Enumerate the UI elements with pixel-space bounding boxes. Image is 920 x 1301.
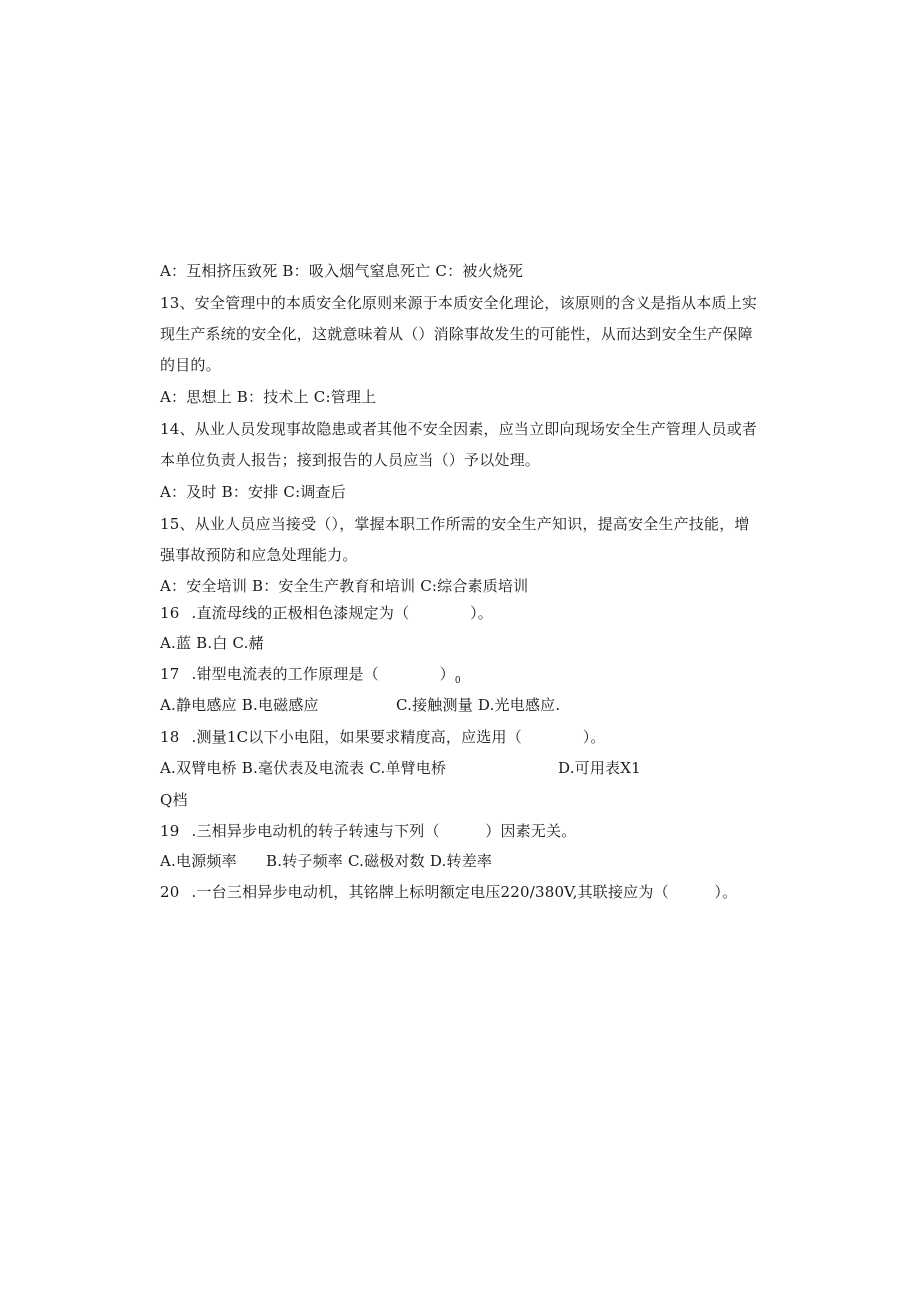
q20-text: .一台三相异步电动机，其铭牌上标明额定电压220/380V,其联接应为（ ）。	[191, 883, 738, 901]
q20-number: 20	[160, 883, 180, 901]
q17-number: 17	[160, 665, 180, 683]
q18-question	[160, 727, 606, 747]
q18-options-b: D.可用表X1	[558, 759, 641, 777]
q15-text-line-2: 强事故预防和应急处理能力。	[160, 546, 358, 564]
q18-number: 18	[160, 728, 180, 746]
q19-number: 19	[160, 822, 180, 840]
q14-options: A：及时 B：安排 C:调查后	[160, 483, 346, 501]
q14-text-line-2: 本单位负责人报告；接到报告的人员应当（）予以处理。	[160, 451, 541, 469]
q16-question	[160, 603, 493, 623]
q16-text: .直流母线的正极相色漆规定为（ ）。	[191, 604, 493, 622]
q13-text-line-2: 现生产系统的安全化，这就意味着从（）消除事故发生的可能性，从而达到安全生产保障	[160, 325, 753, 343]
q19-options-a: A.电源频率	[160, 852, 237, 870]
q14-text-line-1: 14、从业人员发现事故隐患或者其他不安全因素，应当立即向现场安全生产管理人员或者	[160, 420, 758, 438]
q13-options: A：思想上 B：技术上 C:管理上	[160, 388, 377, 406]
q18-options-continued: Q档	[160, 791, 188, 809]
q17-suffix: 0	[454, 676, 461, 686]
q17-text: .钳型电流表的工作原理是（ ）	[191, 665, 455, 683]
q18-text: .测量1C以下小电阻，如果要求精度高，应选用（ ）。	[191, 728, 606, 746]
q16-options: A.蓝 B.白 C.赭	[160, 634, 264, 652]
q17-options-a: A.静电感应 B.电磁感应	[160, 696, 319, 714]
q16-number: 16	[160, 604, 180, 622]
q20-question	[160, 882, 737, 902]
q13-text-line-1: 13、安全管理中的本质安全化原则来源于本质安全化理论，该原则的含义是指从本质上实	[160, 294, 758, 312]
q13-text-line-3: 的目的。	[160, 356, 221, 374]
q19-question	[160, 821, 576, 841]
q12-options: A：互相挤压致死 B：吸入烟气窒息死亡 C：被火烧死	[160, 262, 524, 280]
q15-options: A：安全培训 B：安全生产教育和培训 C:综合素质培训	[160, 577, 529, 595]
q18-options-a: A.双臂电桥 B.毫伏表及电流表 C.单臂电桥	[160, 759, 447, 777]
q19-options-b: B.转子频率 C.磁极对数 D.转差率	[266, 852, 493, 870]
q17-options-b: C.接触测量 D.光电感应.	[396, 696, 561, 714]
q17-question	[160, 664, 461, 691]
q15-text-line-1: 15、从业人员应当接受（），掌握本职工作所需的安全生产知识，提高安全生产技能，增	[160, 515, 750, 533]
q19-text: .三相异步电动机的转子转速与下列（ ）因素无关。	[191, 822, 577, 840]
